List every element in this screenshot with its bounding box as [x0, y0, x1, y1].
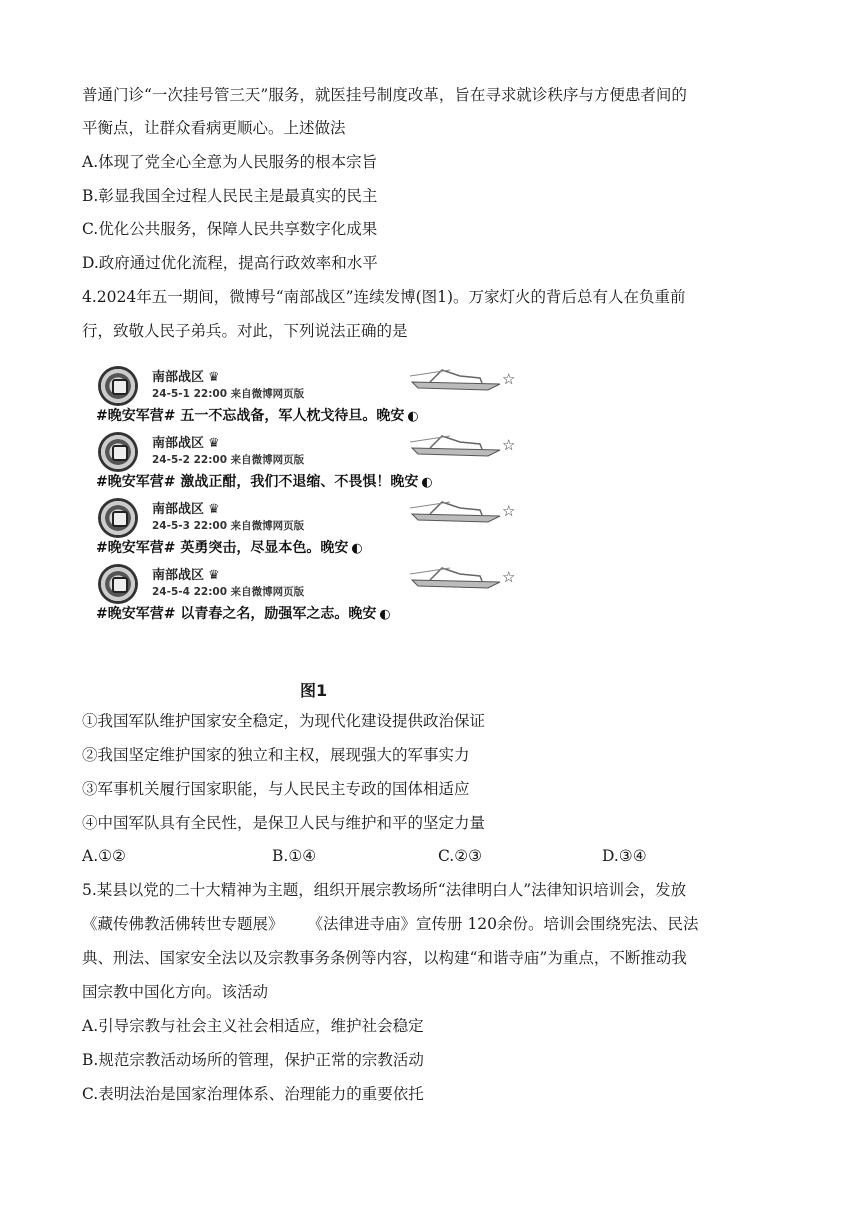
warship-icon	[410, 562, 510, 590]
avatar	[98, 366, 138, 406]
post-author: 南部战区	[152, 370, 205, 385]
favorite-star-icon: ☆	[502, 568, 516, 586]
book-title-1: 《藏传佛教活佛转世专题展》	[82, 915, 284, 933]
q3-stem-line-2: 平衡点，让群众看病更顺心。上述做法	[82, 119, 346, 137]
q5-stem-line-2-rest: 《法律进寺庙》宣传册 120余份。培训会围绕宪法、民法	[307, 915, 699, 933]
post-text: #晚安军营# 激战正酣，我们不退缩、不畏惧！晚安	[96, 474, 419, 490]
weibo-post	[92, 492, 532, 554]
q5-option-a: A.引导宗教与社会主义社会相适应，维护社会稳定	[82, 1017, 424, 1035]
moon-icon: ◐	[351, 541, 363, 556]
vip-crown-icon: ♛	[208, 436, 220, 451]
moon-icon: ◐	[407, 409, 419, 424]
avatar	[98, 432, 138, 472]
favorite-star-icon: ☆	[502, 370, 516, 388]
vip-crown-icon: ♛	[208, 568, 220, 583]
q4-stem-line-1: 4.2024年五一期间，微博号“南部战区”连续发博(图1)。万家灯火的背后总有人在负重前	[82, 288, 686, 306]
post-meta: 24-5-1 22:00 来自微博网页版	[152, 388, 305, 400]
q4-statement-4: ④中国军队具有全民性，是保卫人民与维护和平的坚定力量	[82, 814, 486, 832]
moon-icon: ◐	[421, 475, 433, 490]
moon-icon: ◐	[379, 607, 391, 622]
q5-stem-line-1: 5.某县以党的二十大精神为主题，组织开展宗教场所“法律明白人”法律知识培训会，发放	[82, 881, 687, 899]
q3-option-a: A.体现了党全心全意为人民服务的根本宗旨	[82, 153, 378, 171]
avatar	[98, 564, 138, 604]
post-meta: 24-5-4 22:00 来自微博网页版	[152, 586, 305, 598]
post-text: #晚安军营# 五一不忘战备，军人枕戈待旦。晚安	[96, 408, 405, 424]
q4-statement-3: ③军事机关履行国家职能，与人民民主专政的国体相适应	[82, 780, 470, 798]
favorite-star-icon: ☆	[502, 502, 516, 520]
q4-choice-a: A.①②	[82, 847, 126, 865]
q3-option-b: B.彰显我国全过程人民民主是最真实的民主	[82, 187, 378, 205]
vip-crown-icon: ♛	[208, 502, 220, 517]
weibo-post	[92, 360, 532, 422]
vip-crown-icon: ♛	[208, 370, 220, 385]
post-author: 南部战区	[152, 568, 205, 583]
weibo-posts-figure	[92, 360, 532, 660]
q4-choice-d: D.③④	[602, 847, 647, 865]
q5-stem-line-4: 国宗教中国化方向。该活动	[82, 983, 269, 1001]
favorite-star-icon: ☆	[502, 436, 516, 454]
warship-icon	[410, 364, 510, 392]
post-meta: 24-5-3 22:00 来自微博网页版	[152, 520, 305, 532]
avatar	[98, 498, 138, 538]
q4-choice-b: B.①④	[272, 847, 317, 865]
figure-caption: 图1	[300, 681, 328, 700]
weibo-post	[92, 558, 532, 620]
warship-icon	[410, 430, 510, 458]
post-author: 南部战区	[152, 436, 205, 451]
q4-stem-line-2: 行，致敬人民子弟兵。对此，下列说法正确的是	[82, 322, 408, 340]
post-meta: 24-5-2 22:00 来自微博网页版	[152, 454, 305, 466]
weibo-post	[92, 426, 532, 488]
post-text: #晚安军营# 以青春之名，励强军之志。晚安	[96, 606, 377, 622]
q4-statement-1: ①我国军队维护国家安全稳定，为现代化建设提供政治保证	[82, 712, 486, 730]
post-text: #晚安军营# 英勇突击，尽显本色。晚安	[96, 540, 349, 556]
q3-stem-line-1: 普通门诊“一次挂号管三天”服务，就医挂号制度改革，旨在寻求就诊秩序与方便患者间的	[82, 86, 687, 104]
q4-choice-c: C.②③	[438, 847, 483, 865]
q3-option-d: D.政府通过优化流程，提高行政效率和水平	[82, 254, 378, 272]
q5-option-c: C.表明法治是国家治理体系、治理能力的重要依托	[82, 1085, 424, 1103]
q5-stem-line-3: 典、刑法、国家安全法以及宗教事务条例等内容，以构建“和谐寺庙”为重点，不断推动我	[82, 949, 687, 967]
q5-stem-line-2	[82, 914, 699, 934]
q4-statement-2: ②我国坚定维护国家的独立和主权，展现强大的军事实力	[82, 746, 470, 764]
q3-option-c: C.优化公共服务，保障人民共享数字化成果	[82, 220, 378, 238]
post-author: 南部战区	[152, 502, 205, 517]
q5-option-b: B.规范宗教活动场所的管理，保护正常的宗教活动	[82, 1051, 424, 1069]
warship-icon	[410, 496, 510, 524]
